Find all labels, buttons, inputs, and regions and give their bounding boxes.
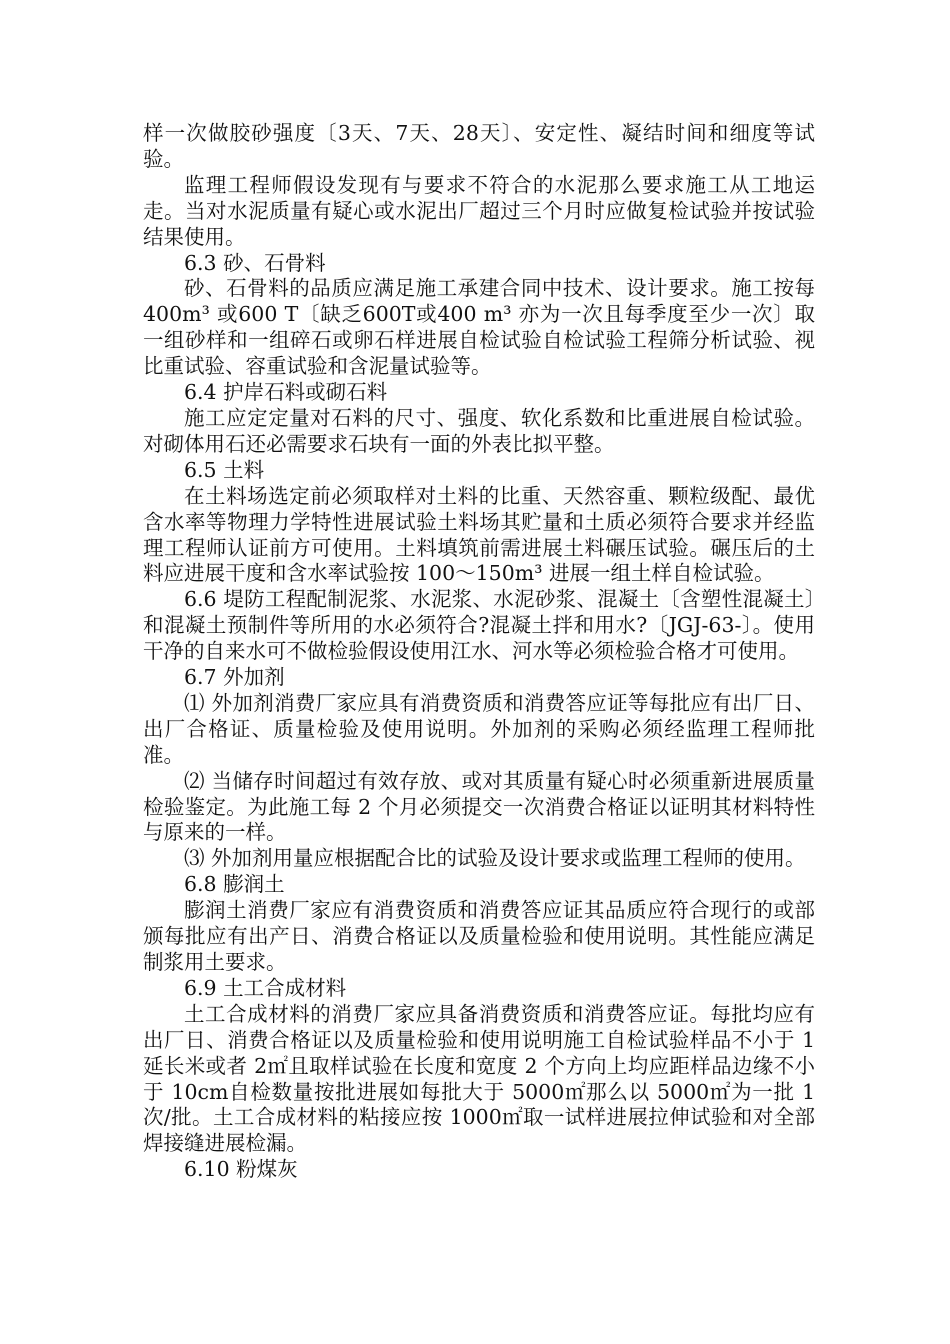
paragraph-aggregate: 砂、石骨料的品质应满足施工承建合同中技术、设计要求。施工按每400m³ 或600 T〔缺乏600T或400 m³ 亦为一次且每季度至少一次〕取一组砂样和一组碎石或卵石样进展自检试验自检试验工程筛分析试验、视比重试验、容重试验和含泥量试验等。 bbox=[143, 276, 815, 379]
section-heading-6-5: 6.5 土料 bbox=[184, 457, 265, 482]
paragraph-stone: 施工应定定量对石料的尺寸、强度、软化系数和比重进展自检试验。对砌体用石还必需要求石块有一面的外表比拟平整。 bbox=[143, 405, 815, 456]
section-heading-6-10: 6.10 粉煤灰 bbox=[184, 1157, 298, 1182]
paragraph-geosynthetics: 土工合成材料的消费厂家应具备消费资质和消费答应证。每批均应有出厂日、消费合格证以及质量检验和使用说明施工自检试验样品不小于 1 延长米或者 2㎡且取样试验在长度和宽度 2 个方向上均应距样品边缘不小于 10cm自检数量按批进展如每批大于 5000㎡那么以 5000㎡为一批 1 次/批。土工合成材料的粘接应按 1000㎡取一试样进展拉伸试验和对全部焊接缝进展检漏。 bbox=[143, 1001, 815, 1156]
section-heading-6-9: 6.9 土工合成材料 bbox=[184, 975, 347, 1000]
paragraph-admixture-1: ⑴ 外加剂消费厂家应具有消费资质和消费答应证等每批应有出厂日、出厂合格证、质量检验及使用说明。外加剂的采购必须经监理工程师批准。 bbox=[143, 690, 815, 767]
paragraph-admixture-3: ⑶ 外加剂用量应根据配合比的试验及设计要求或监理工程师的使用。 bbox=[184, 846, 806, 871]
paragraph-cement-test-continued: 样一次做胶砂强度〔3天、7天、28天〕、安定性、凝结时间和细度等试验。 bbox=[143, 121, 815, 171]
paragraph-cement-rejection: 监理工程师假设发现有与要求不符合的水泥那么要求施工从工地运走。当对水泥质量有疑心或水泥出厂超过三个月时应做复检试验并按试验结果使用。 bbox=[143, 172, 815, 249]
document-body bbox=[143, 121, 815, 1183]
paragraph-admixture-2: ⑵ 当储存时间超过有效存放、或对其质量有疑心时必须重新进展质量检验鉴定。为此施工每 2 个月必须提交一次消费合格证以证明其材料特性与原来的一样。 bbox=[143, 768, 815, 845]
section-heading-6-8: 6.8 膨润土 bbox=[184, 872, 285, 897]
section-heading-6-4: 6.4 护岸石料或砌石料 bbox=[184, 380, 388, 405]
paragraph-soil: 在土料场选定前必须取样对土料的比重、天然容重、颗粒级配、最优含水率等物理力学特性进展试验土料场其贮量和土质必须符合要求并经监理工程师认证前方可使用。土料填筑前需进展土料碾压试验。碾压后的土料应进展干度和含水率试验按 100～150m³ 进展一组土样自检试验。 bbox=[143, 483, 815, 586]
paragraph-water: 6.6 堤防工程配制泥浆、水泥浆、水泥砂浆、混凝土〔含塑性混凝土〕和混凝土预制件等所用的水必须符合?混凝土拌和用水?〔JGJ-63-〕。使用干净的自来水可不做检验假设使用江水、河水等必须检验合格才可使用。 bbox=[143, 587, 815, 664]
section-heading-6-7: 6.7 外加剂 bbox=[184, 665, 285, 690]
section-heading-6-3: 6.3 砂、石骨料 bbox=[184, 250, 326, 275]
paragraph-bentonite: 膨润土消费厂家应有消费资质和消费答应证其品质应符合现行的或部颁每批应有出产日、消费合格证以及质量检验和使用说明。其性能应满足制浆用土要求。 bbox=[143, 898, 815, 974]
